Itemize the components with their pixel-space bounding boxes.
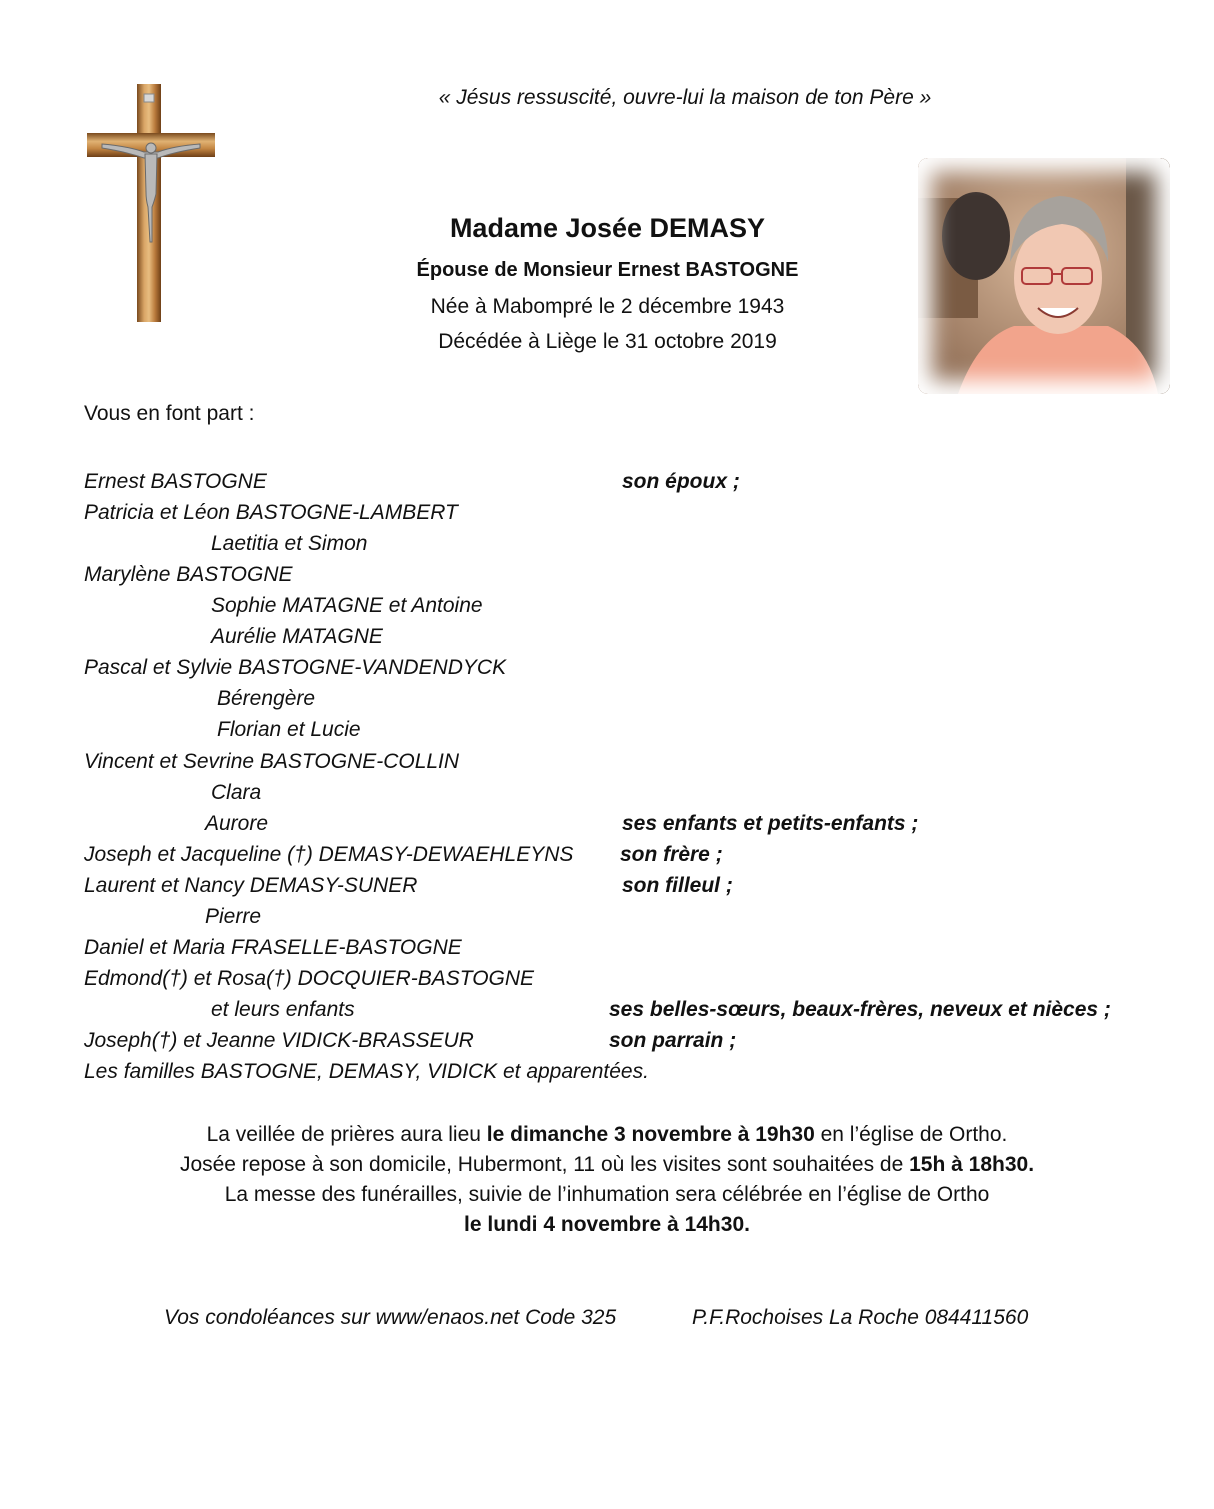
relation-label: ses enfants et petits-enfants ;	[622, 812, 919, 835]
family-line: Aurore	[205, 812, 269, 835]
relation-label: son frère ;	[620, 843, 723, 866]
mass-date-line: le lundi 4 novembre à 14h30.	[464, 1213, 750, 1236]
family-line: Patricia et Léon BASTOGNE-LAMBERT	[84, 501, 458, 524]
family-line: Florian et Lucie	[217, 718, 361, 741]
family-line: Aurélie MATAGNE	[211, 625, 383, 648]
family-line: Joseph(†) et Jeanne VIDICK-BRASSEUR	[84, 1029, 474, 1052]
relation-label: ses belles-sœurs, beaux-frères, neveux et nièces ;	[609, 998, 1111, 1021]
crucifix-image	[82, 82, 222, 327]
deceased-name: Madame Josée DEMASY	[449, 213, 766, 243]
epigraph-quote: « Jésus ressuscité, ouvre-lui la maison de ton Père »	[438, 86, 932, 109]
family-line: et leurs enfants	[211, 998, 355, 1021]
family-line: Les familles BASTOGNE, DEMASY, VIDICK et apparentées.	[84, 1060, 649, 1083]
visitation-line: Josée repose à son domicile, Hubermont, 11 où les visites sont souhaitées de 15h à 18h30.	[179, 1153, 1035, 1176]
family-line: Bérengère	[217, 687, 316, 710]
family-line: Pierre	[205, 905, 262, 928]
ceremony-info	[0, 1120, 1214, 1240]
vigil-line: La veillée de prières aura lieu le dimanche 3 novembre à 19h30 en l’église de Ortho.	[206, 1123, 1008, 1146]
spouse-line: Épouse de Monsieur Ernest BASTOGNE	[416, 259, 799, 281]
family-line: Joseph et Jacqueline (†) DEMASY-DEWAEHLEYNS	[84, 843, 574, 866]
intro-text: Vous en font part :	[84, 402, 255, 425]
relation-label: son parrain ;	[609, 1029, 737, 1052]
family-line: Pascal et Sylvie BASTOGNE-VANDENDYCK	[84, 656, 507, 679]
death-line: Décédée à Liège le 31 octobre 2019	[438, 330, 777, 353]
family-line: Laetitia et Simon	[211, 532, 368, 555]
portrait-photo	[918, 158, 1170, 394]
family-line: Clara	[211, 781, 262, 804]
family-line: Vincent et Sevrine BASTOGNE-COLLIN	[84, 750, 460, 773]
family-line: Sophie MATAGNE et Antoine	[211, 594, 483, 617]
relation-label: son époux ;	[622, 470, 740, 493]
birth-line: Née à Mabompré le 2 décembre 1943	[430, 295, 785, 318]
relation-label: son filleul ;	[622, 874, 733, 897]
mass-line: La messe des funérailles, suivie de l’inhumation sera célébrée en l’église de Ortho	[224, 1183, 990, 1206]
family-line: Daniel et Maria FRASELLE-BASTOGNE	[84, 936, 462, 959]
family-line: Edmond(†) et Rosa(†) DOCQUIER-BASTOGNE	[84, 967, 535, 990]
family-line: Laurent et Nancy DEMASY-SUNER	[84, 874, 418, 897]
funeral-home-text: P.F.Rochoises La Roche 084411560	[692, 1306, 1029, 1329]
condolences-text: Vos condoléances sur www/enaos.net Code 325	[164, 1306, 617, 1329]
family-line: Ernest BASTOGNE	[84, 470, 267, 493]
family-line: Marylène BASTOGNE	[84, 563, 293, 586]
